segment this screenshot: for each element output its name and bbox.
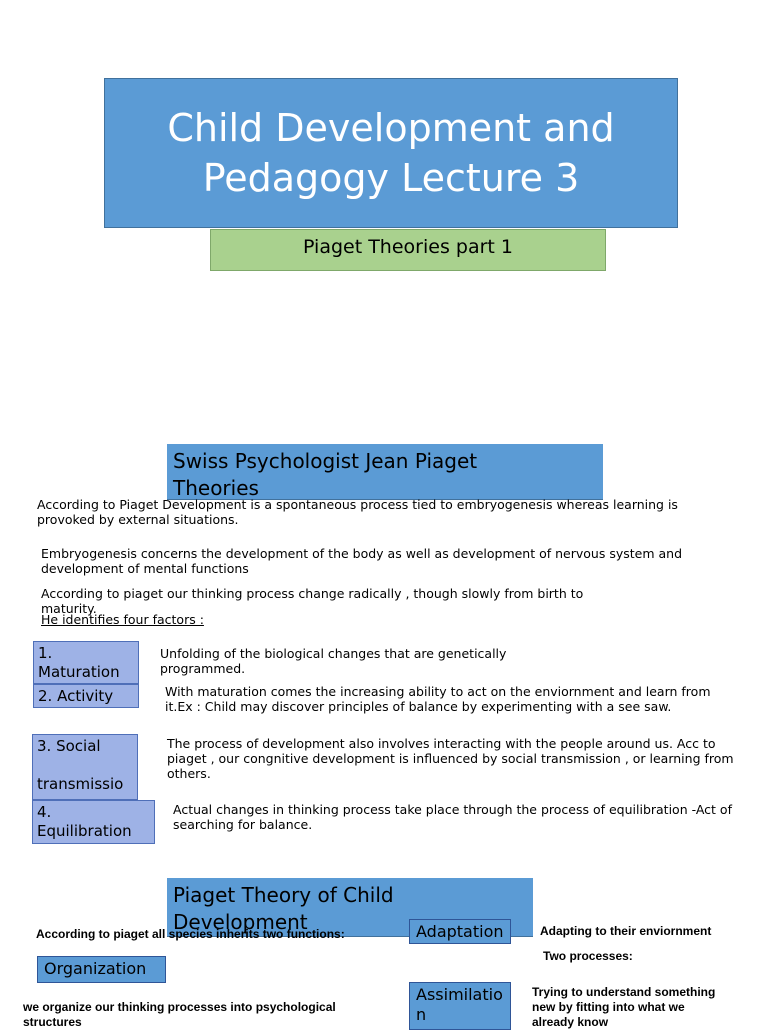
- thinking-line-2: maturity.: [41, 601, 97, 616]
- section-heading-line-2: Development: [173, 910, 308, 934]
- subtitle-box: Piaget Theories part 1: [210, 229, 606, 271]
- factor-label-line-1: 4.: [37, 803, 52, 821]
- assimilation-desc-line-3: already know: [532, 1015, 609, 1029]
- section-heading-line-2: Theories: [173, 476, 259, 500]
- factor-activity-desc: With maturation comes the increasing ability to act on the enviornment and learn from it.Ex : Child may discover principles of balance by experimenting with a see saw.: [165, 684, 711, 714]
- adaptation-box: Adaptation: [409, 919, 511, 944]
- factor-label-line-2: Equilibration: [37, 822, 132, 840]
- factor-maturation-box: [33, 641, 139, 684]
- assimilation-line-1: Assimilatio: [416, 985, 503, 1004]
- adaptation-desc: Adapting to their enviornment: [540, 924, 712, 938]
- organization-desc-line-1: we organize our thinking processes into psychological: [23, 1000, 336, 1014]
- factors-intro-text: He identifies four factors :: [41, 612, 204, 627]
- factor-equilibration-desc: Actual changes in thinking process take place through the process of equilibration -Act of searching for balance.: [173, 802, 732, 832]
- title-box: [104, 78, 678, 228]
- inherits-text: According to piaget all species inherits two functions:: [36, 927, 345, 941]
- factor-label-line-1: 3. Social: [37, 737, 101, 755]
- development-paragraph: According to Piaget Development is a spontaneous process tied to embryogenesis whereas learning is provoked by external situations.: [37, 497, 678, 527]
- factor-label-line-1: 1.: [38, 644, 53, 662]
- section-heading-line-1: Swiss Psychologist Jean Piaget: [173, 449, 478, 473]
- title-line-1: Child Development and: [167, 106, 615, 150]
- two-processes-text: Two processes:: [543, 949, 633, 963]
- assimilation-desc: [532, 985, 715, 1030]
- factor-label-line-1: 2. Activity: [38, 687, 114, 705]
- factor-label-line-2: transmissio: [37, 775, 124, 793]
- assimilation-desc-line-2: new by fitting into what we: [532, 1000, 685, 1014]
- organization-desc-line-2: structures: [23, 1015, 82, 1029]
- section-heading-piaget: [167, 444, 603, 500]
- section-heading-line-1: Piaget Theory of Child: [173, 883, 394, 907]
- thinking-line-1: According to piaget our thinking process change radically , though slowly from birth to: [41, 586, 584, 601]
- factor-social-transmission-box: [32, 734, 138, 800]
- factor-activity-box: [33, 684, 139, 708]
- factor-label-line-2: Maturation: [38, 663, 120, 681]
- embryogenesis-paragraph: Embryogenesis concerns the development of the body as well as development of nervous system and development of mental functions: [41, 546, 683, 576]
- title-line-2: Pedagogy Lecture 3: [202, 156, 580, 200]
- factor-social-transmission-desc: The process of development also involves interacting with the people around us. Acc to piaget , our congnitive development is influenced by social transmission , or learning from others.: [167, 736, 734, 781]
- factor-maturation-desc: Unfolding of the biological changes that are genetically programmed.: [160, 646, 507, 676]
- assimilation-box: [409, 982, 511, 1030]
- assimilation-line-2: n: [416, 1005, 427, 1024]
- assimilation-desc-line-1: Trying to understand something: [532, 985, 716, 999]
- factors-intro: [41, 612, 204, 627]
- factor-equilibration-box: [32, 800, 155, 844]
- organization-box: Organization: [37, 956, 166, 983]
- organization-desc: [23, 1000, 336, 1030]
